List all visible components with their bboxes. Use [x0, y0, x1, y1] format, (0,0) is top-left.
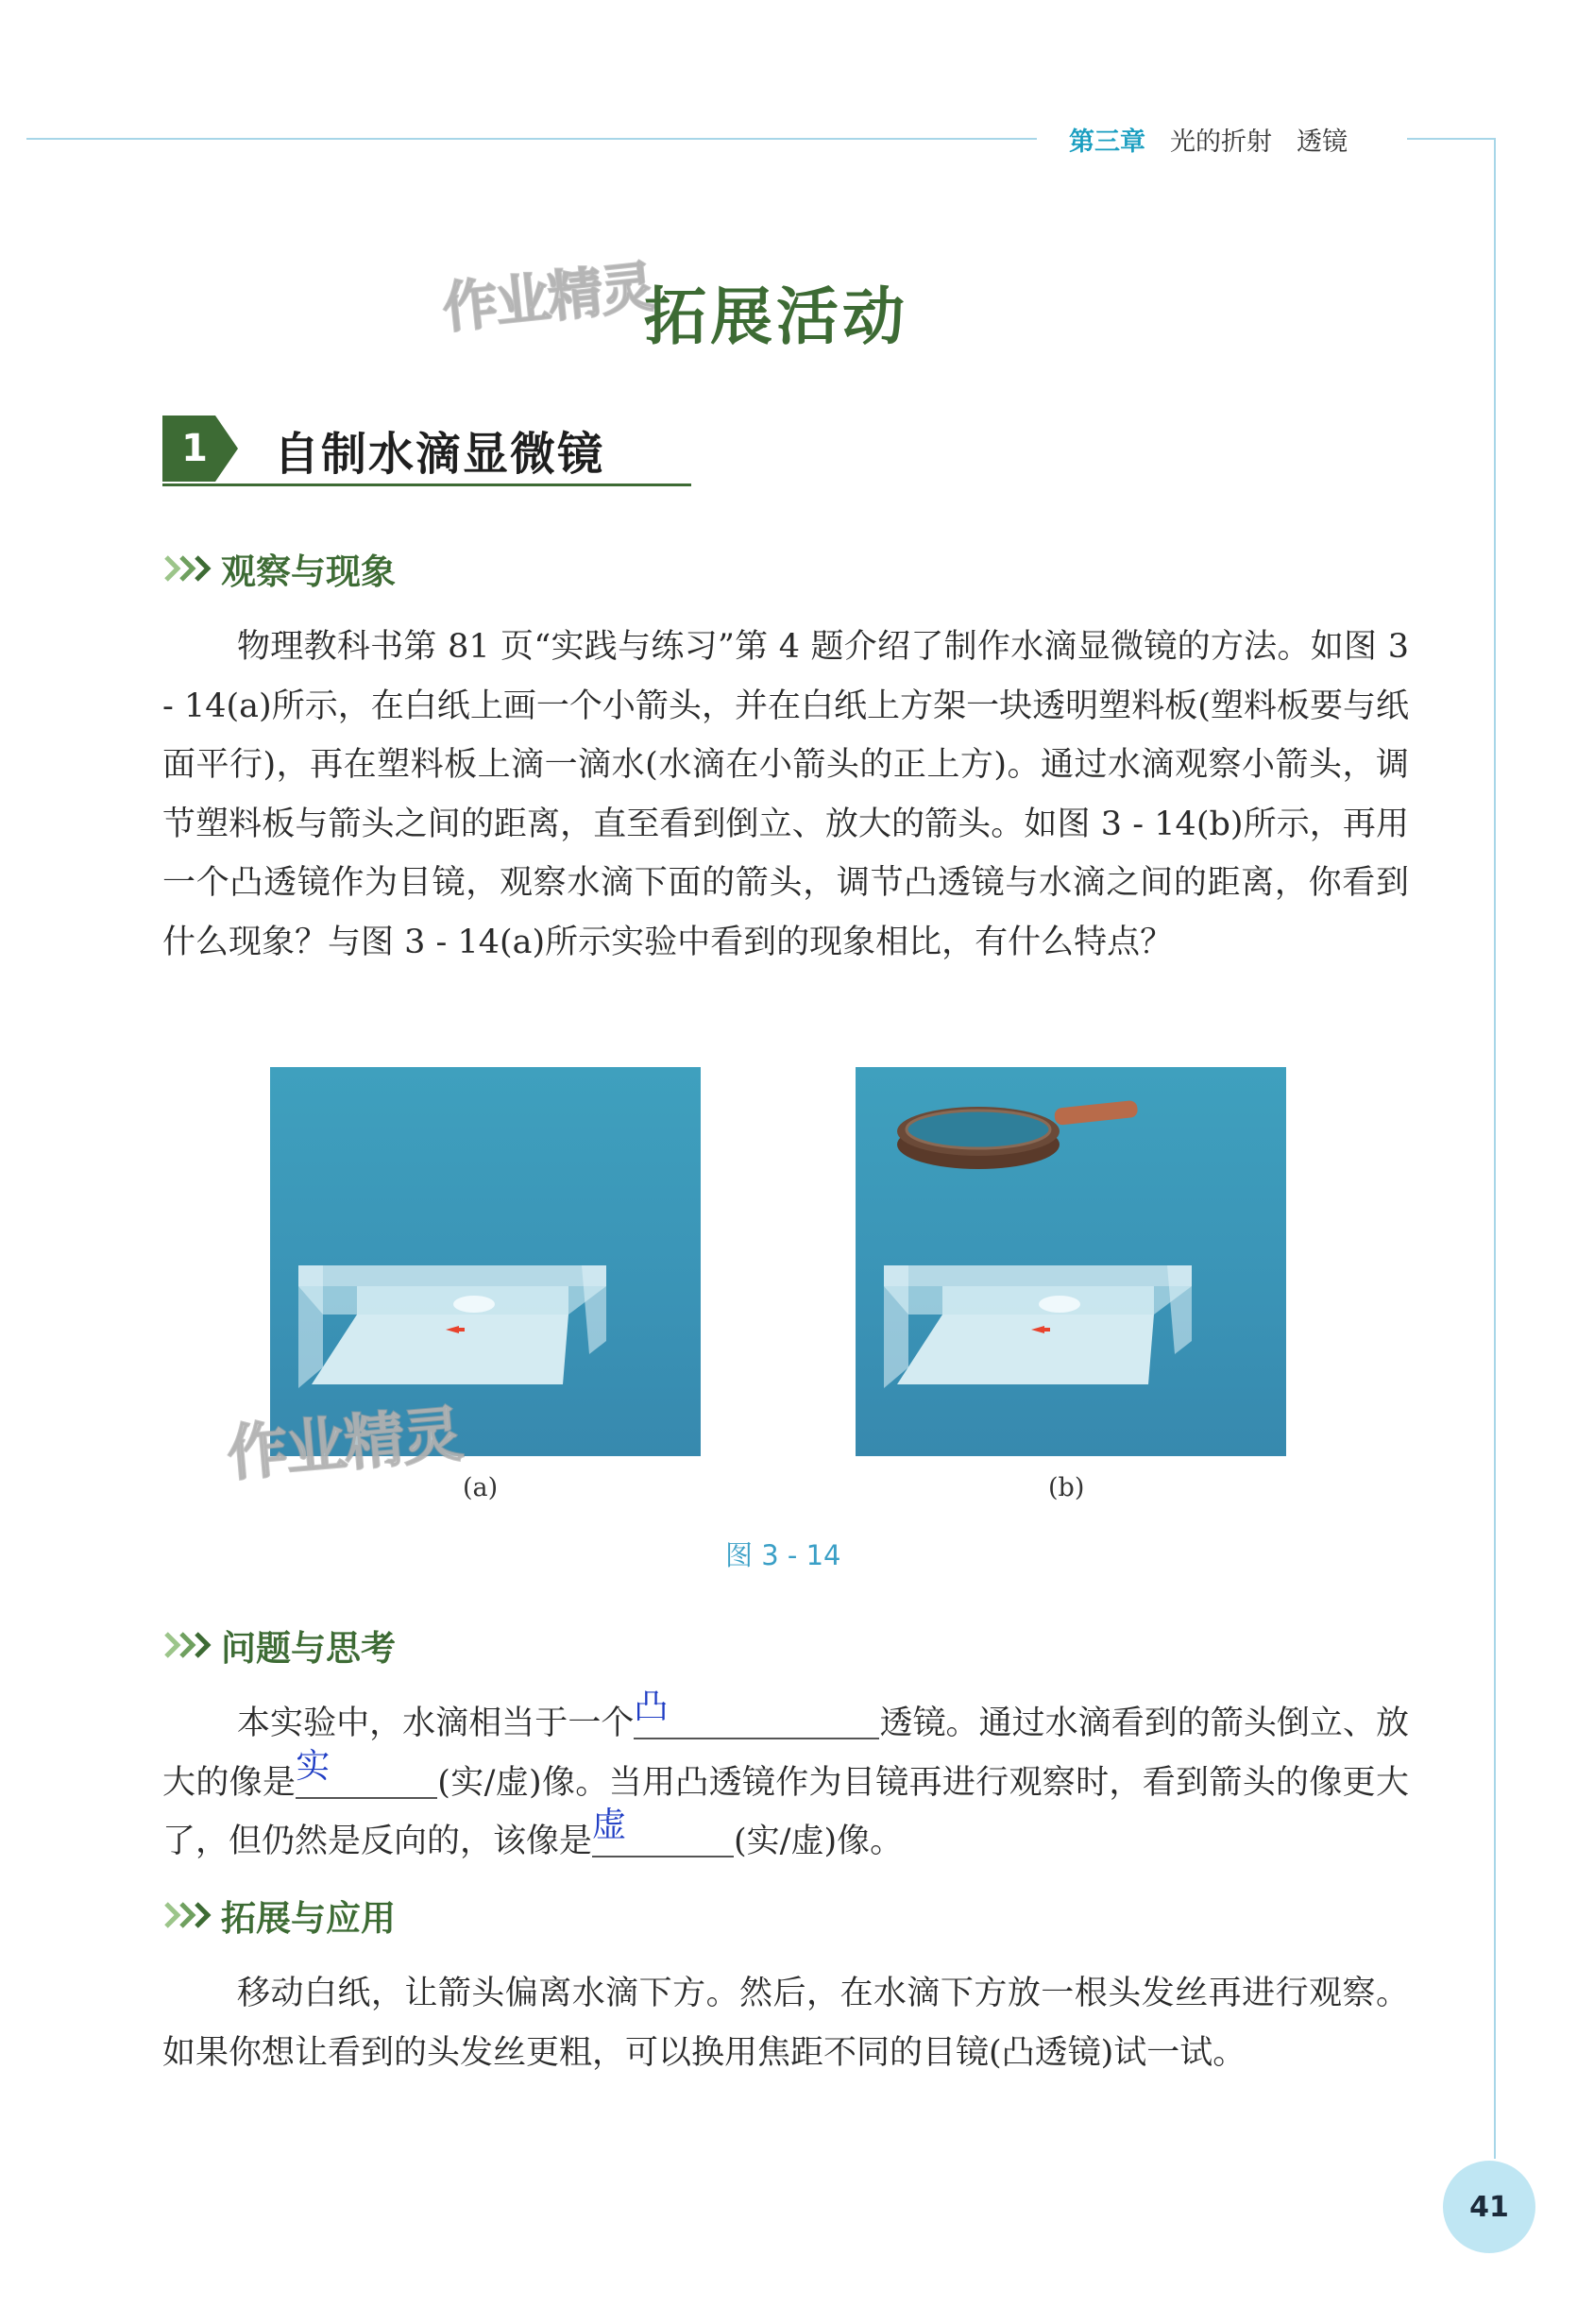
- section-title: 自制水滴显微镜: [274, 428, 605, 481]
- header-rule-left: [26, 138, 1037, 140]
- watermark-top: 作业精灵: [439, 254, 657, 341]
- page-number: 41: [1443, 2161, 1535, 2253]
- running-header: [1069, 121, 1348, 158]
- header-part2: 透镜: [1297, 127, 1348, 157]
- observe-text: 物理教科书第 81 页“实践与练习”第 4 题介绍了制作水滴显微镜的方法。如图 3 - 14(a)所示，在白纸上画一个小箭头，并在白纸上方架一块透明塑料板(塑料板要与纸面平行)，再在塑料板上滴一滴水(水滴在小箭头的正上方)。通过水滴观察小箭头，调节塑料板与箭头之间的距离，直至看到倒立、放大的箭头。如图 3 - 14(b)所示，再用一个凸透镜作为目镜，观察水滴下面的箭头，调节凸透镜与水滴之间的距离，你看到什么现象？与图 3 - 14(a)所示实验中看到的现象相比，有什么特点？: [162, 628, 1409, 961]
- answer-1: 凸: [634, 1688, 669, 1726]
- header-rule-right: [1407, 138, 1494, 140]
- answer-2: 实: [296, 1746, 331, 1786]
- double-chevron-icon: [162, 1899, 217, 1931]
- question-text-3: (实/虚)像。当用凸透镜作为目镜再进行观察时，看到箭头的像更大了，但仍然是反向的，该像是: [162, 1763, 1409, 1860]
- figure-caption: 图 3 - 14: [725, 1539, 841, 1571]
- section-number-badge-icon: [162, 416, 238, 482]
- magnifier-setup-b-icon: [856, 1067, 1286, 1456]
- extend-text: 移动白纸，让箭头偏离水滴下方。然后，在水滴下方放一根头发丝再进行观察。如果你想让看到的头发丝更粗，可以换用焦距不同的目镜(凸透镜)试一试。: [162, 1975, 1409, 2072]
- observe-paragraph: [162, 618, 1409, 972]
- figure-b-label: (b): [1048, 1473, 1085, 1502]
- subsection-question-title: 问题与思考: [221, 1628, 396, 1669]
- question-text: [162, 1688, 1409, 1872]
- answer-3: 虚: [592, 1806, 627, 1844]
- section-underline: [162, 483, 691, 486]
- answer-blank-2[interactable]: [296, 1746, 437, 1799]
- page-title: 拓展活动: [644, 280, 908, 353]
- answer-blank-3[interactable]: [592, 1806, 734, 1858]
- header-part1: 光的折射: [1170, 127, 1272, 157]
- header-chapter: 第三章: [1069, 127, 1145, 157]
- subsection-extend: [162, 1892, 396, 1938]
- figure-b-image: [856, 1067, 1286, 1456]
- figure-a-label: (a): [463, 1473, 499, 1502]
- watermark-figure: 作业精灵: [224, 1399, 465, 1490]
- double-chevron-icon: [162, 552, 217, 585]
- subsection-question: [162, 1622, 396, 1668]
- question-text-1: 本实验中，水滴相当于一个: [237, 1705, 635, 1742]
- page-margin-rule: [1494, 138, 1496, 2159]
- double-chevron-icon: [162, 1629, 217, 1661]
- section-number: 1: [181, 427, 208, 470]
- extend-paragraph: [162, 1964, 1409, 2082]
- subsection-observe-title: 观察与现象: [221, 551, 396, 592]
- question-text-4: (实/虚)像。: [734, 1823, 904, 1860]
- question-paragraph: [162, 1688, 1409, 1872]
- question-text-2: 透镜。通过水滴看到的箭头倒立、放大的像是: [162, 1705, 1409, 1802]
- answer-blank-1[interactable]: [634, 1688, 879, 1739]
- subsection-observe: [162, 546, 396, 591]
- subsection-extend-title: 拓展与应用: [221, 1898, 396, 1939]
